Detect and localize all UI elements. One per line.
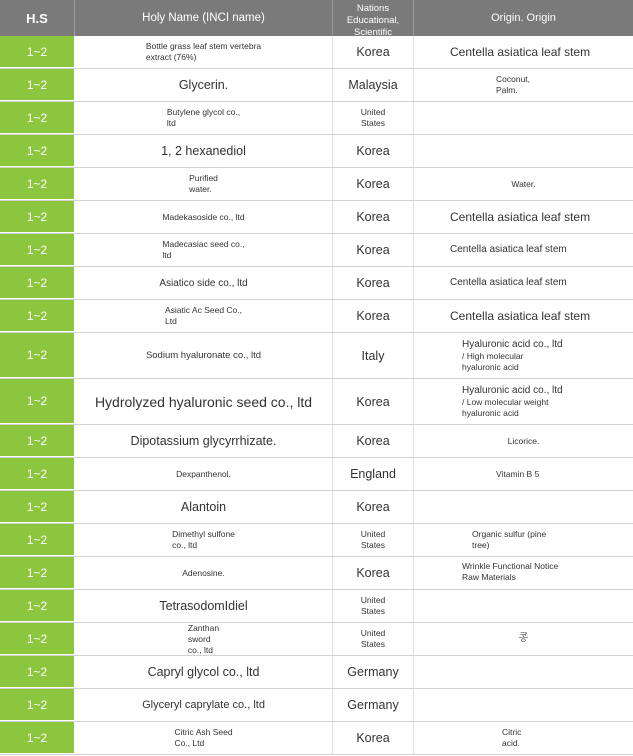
- nation-cell: Korea: [333, 201, 414, 233]
- hs-cell: 1~2: [0, 656, 75, 688]
- nation-cell: Korea: [333, 491, 414, 523]
- header-origin: Origin. Origin: [491, 12, 556, 24]
- nation-cell: Germany: [333, 656, 414, 688]
- origin-main: Hyaluronic acid co., ltd: [462, 384, 563, 396]
- nation-cell: Korea: [333, 425, 414, 457]
- hs-cell: 1~2: [0, 300, 75, 332]
- name-cell: Adenosine.: [75, 557, 333, 589]
- hs-cell: 1~2: [0, 689, 75, 721]
- name-cell: Capryl glycol co., ltd: [75, 656, 333, 688]
- origin-cell: Citric acid.: [502, 727, 522, 748]
- table-row: [0, 379, 633, 425]
- hs-cell: 1~2: [0, 425, 75, 457]
- hs-cell: 1~2: [0, 623, 75, 655]
- origin-cell: 콩: [518, 633, 529, 644]
- name-cell: 1, 2 hexanediol: [75, 135, 333, 167]
- origin-cell: Organic sulfur (pine tree): [472, 529, 547, 550]
- table-row: [0, 557, 633, 590]
- name-cell: Alantoin: [75, 491, 333, 523]
- table-row: [0, 656, 633, 689]
- origin-cell: Water.: [511, 178, 536, 189]
- name-cell: Hydrolyzed hyaluronic seed co., ltd: [75, 379, 333, 424]
- name-cell: Bottle grass leaf stem vertebra extract (76%): [75, 36, 333, 68]
- header-hs: H.S: [0, 0, 75, 36]
- nation-cell: Korea: [333, 379, 414, 424]
- hs-cell: 1~2: [0, 379, 75, 424]
- name-cell: Purified water.: [75, 168, 333, 200]
- name-cell: Madecasiac seed co., ltd: [75, 234, 333, 266]
- table-row: [0, 36, 633, 69]
- table-row: [0, 689, 633, 722]
- origin-cell: Centella asiatica leaf stem: [450, 45, 591, 59]
- nation-cell: United States: [333, 623, 414, 655]
- nation-cell: Korea: [333, 722, 414, 754]
- hs-cell: 1~2: [0, 333, 75, 378]
- hs-cell: 1~2: [0, 267, 75, 299]
- hs-cell: 1~2: [0, 36, 75, 68]
- nation-cell: Germany: [333, 689, 414, 721]
- nation-cell: Korea: [333, 267, 414, 299]
- origin-cell: Licorice.: [507, 435, 540, 446]
- table-row: [0, 234, 633, 267]
- table-row: [0, 623, 633, 656]
- name-cell: Dexpanthenol.: [75, 458, 333, 490]
- hs-cell: 1~2: [0, 168, 75, 200]
- table-row: [0, 458, 633, 491]
- nation-cell: Korea: [333, 36, 414, 68]
- name-cell: Asiatico side co., ltd: [75, 267, 333, 299]
- table-row: [0, 168, 633, 201]
- hs-cell: 1~2: [0, 557, 75, 589]
- name-cell: Butylene glycol co., ltd: [75, 102, 333, 134]
- origin-cell: Wrinkle Functional Notice Raw Materials: [462, 561, 559, 582]
- origin-cell: [414, 590, 633, 622]
- nation-cell: United States: [333, 524, 414, 556]
- origin-cell: Centella asiatica leaf stem: [450, 309, 591, 323]
- nation-cell: Korea: [333, 300, 414, 332]
- nation-cell: Malaysia: [333, 69, 414, 101]
- name-cell: Glyceryl caprylate co., ltd: [75, 689, 333, 721]
- nation-cell: Korea: [333, 168, 414, 200]
- name-cell: Asiatic Ac Seed Co., Ltd: [75, 300, 333, 332]
- origin-cell: [414, 379, 633, 424]
- origin-cell: Centella asiatica leaf stem: [450, 244, 567, 255]
- hs-cell: 1~2: [0, 590, 75, 622]
- name-cell: Dimethyl sulfone co., ltd: [75, 524, 333, 556]
- hs-cell: 1~2: [0, 135, 75, 167]
- table-row: [0, 102, 633, 135]
- origin-cell: [414, 135, 633, 167]
- origin-cell: Centella asiatica leaf stem: [450, 277, 567, 288]
- table-row: [0, 722, 633, 755]
- nation-cell: Korea: [333, 234, 414, 266]
- origin-sub: / High molecular hyaluronic acid: [462, 350, 524, 372]
- table-row: [0, 590, 633, 623]
- name-cell: Sodium hyaluronate co., ltd: [75, 333, 333, 378]
- table-row: [0, 267, 633, 300]
- nation-cell: United States: [333, 102, 414, 134]
- table-row: [0, 491, 633, 524]
- nation-cell: Korea: [333, 557, 414, 589]
- hs-cell: 1~2: [0, 722, 75, 754]
- hs-cell: 1~2: [0, 491, 75, 523]
- origin-main: Hyaluronic acid co., ltd: [462, 338, 563, 350]
- origin-cell: Centella asiatica leaf stem: [450, 210, 591, 224]
- table-row: [0, 69, 633, 102]
- origin-sub: / Low molecular weight hyaluronic acid: [462, 396, 549, 418]
- hs-cell: 1~2: [0, 234, 75, 266]
- origin-cell: Vitamin B 5: [496, 468, 540, 479]
- hs-cell: 1~2: [0, 69, 75, 101]
- origin-cell: [414, 689, 633, 721]
- header-nation: Nations Educational, Scientific: [333, 0, 414, 36]
- table-row: [0, 524, 633, 557]
- hs-cell: 1~2: [0, 458, 75, 490]
- nation-cell: England: [333, 458, 414, 490]
- table-row: [0, 201, 633, 234]
- name-cell: Citric Ash Seed Co., Ltd: [75, 722, 333, 754]
- name-cell: Dipotassium glycyrrhizate.: [75, 425, 333, 457]
- name-cell: Zanthan sword co., ltd: [75, 623, 333, 655]
- origin-cell: [414, 102, 633, 134]
- name-cell: Madekasoside co., ltd: [75, 201, 333, 233]
- nation-cell: United States: [333, 590, 414, 622]
- hs-cell: 1~2: [0, 102, 75, 134]
- name-cell: TetrasodomIdiel: [75, 590, 333, 622]
- hs-cell: 1~2: [0, 524, 75, 556]
- table-row: [0, 333, 633, 379]
- table-row: [0, 135, 633, 168]
- table-row: [0, 425, 633, 458]
- header-name: Holy Name (INCI name): [75, 0, 333, 36]
- table-row: [0, 300, 633, 333]
- name-cell: Glycerin.: [75, 69, 333, 101]
- origin-cell: Coconut, Palm.: [496, 74, 531, 95]
- table-header: [0, 0, 633, 36]
- nation-cell: Korea: [333, 135, 414, 167]
- origin-cell: [414, 333, 633, 378]
- origin-cell: [414, 656, 633, 688]
- origin-cell: [414, 491, 633, 523]
- nation-cell: Italy: [333, 333, 414, 378]
- hs-cell: 1~2: [0, 201, 75, 233]
